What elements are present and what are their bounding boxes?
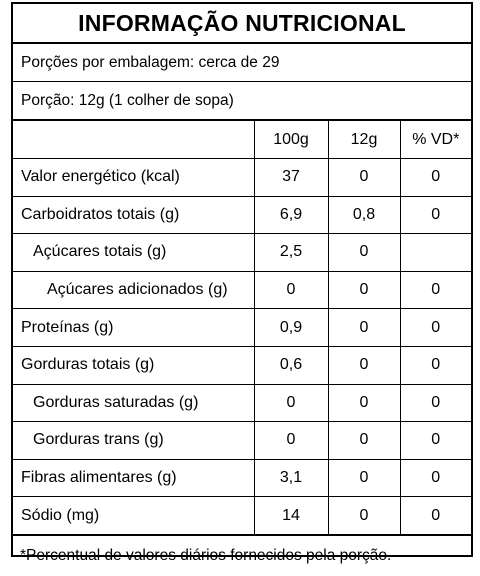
value-100g: 14 — [254, 497, 328, 535]
value-percent-dv: 0 — [400, 196, 471, 234]
value-12g: 0 — [328, 271, 400, 309]
table-row — [13, 346, 471, 384]
value-percent-dv: 0 — [400, 159, 471, 197]
footnote: *Percentual de valores diários fornecidos pela porção. — [20, 546, 392, 564]
table-header-row — [13, 121, 471, 159]
value-percent-dv: 0 — [400, 271, 471, 309]
value-100g: 37 — [254, 159, 328, 197]
value-percent-dv: 0 — [400, 497, 471, 535]
nutrient-name: Carboidratos totais (g) — [13, 196, 254, 234]
nutrient-name: Açúcares totais (g) — [13, 234, 254, 272]
value-12g: 0 — [328, 422, 400, 460]
value-100g: 2,5 — [254, 234, 328, 272]
value-12g: 0 — [328, 309, 400, 347]
table-row — [13, 497, 471, 535]
nutrient-name: Sódio (mg) — [13, 497, 254, 535]
value-percent-dv: 0 — [400, 384, 471, 422]
value-percent-dv: 0 — [400, 309, 471, 347]
value-100g: 3,1 — [254, 459, 328, 497]
value-100g: 0 — [254, 422, 328, 460]
table-row — [13, 459, 471, 497]
nutrient-name: Gorduras trans (g) — [13, 422, 254, 460]
nutrient-name: Fibras alimentares (g) — [13, 459, 254, 497]
table-row — [13, 159, 471, 197]
value-100g: 6,9 — [254, 196, 328, 234]
value-100g: 0,6 — [254, 346, 328, 384]
value-percent-dv: 0 — [400, 422, 471, 460]
table-row — [13, 309, 471, 347]
nutrient-name: Proteínas (g) — [13, 309, 254, 347]
nutrition-table — [13, 120, 471, 536]
value-12g: 0 — [328, 459, 400, 497]
nutrient-name: Açúcares adicionados (g) — [13, 271, 254, 309]
value-12g: 0 — [328, 384, 400, 422]
value-12g: 0 — [328, 497, 400, 535]
table-row — [13, 271, 471, 309]
value-percent-dv: 0 — [400, 459, 471, 497]
header-percent-dv: % VD* — [400, 121, 471, 159]
value-12g: 0,8 — [328, 196, 400, 234]
nutrition-facts-label — [11, 2, 473, 564]
nutrient-name: Gorduras totais (g) — [13, 346, 254, 384]
serving-size: Porção: 12g (1 colher de sopa) — [13, 82, 471, 120]
header-12g: 12g — [328, 121, 400, 159]
table-row — [13, 422, 471, 460]
table-row — [13, 196, 471, 234]
value-12g: 0 — [328, 346, 400, 384]
value-percent-dv: 0 — [400, 346, 471, 384]
servings-per-package: Porções por embalagem: cerca de 29 — [13, 44, 471, 82]
value-100g: 0 — [254, 271, 328, 309]
value-12g: 0 — [328, 159, 400, 197]
value-100g: 0 — [254, 384, 328, 422]
nutrient-name: Gorduras saturadas (g) — [13, 384, 254, 422]
table-row — [13, 234, 471, 272]
value-12g: 0 — [328, 234, 400, 272]
label-title: INFORMAÇÃO NUTRICIONAL — [13, 4, 471, 44]
nutrient-name: Valor energético (kcal) — [13, 159, 254, 197]
value-100g: 0,9 — [254, 309, 328, 347]
value-percent-dv — [400, 234, 471, 272]
header-100g: 100g — [254, 121, 328, 159]
header-nutrient — [13, 121, 254, 159]
table-row — [13, 384, 471, 422]
